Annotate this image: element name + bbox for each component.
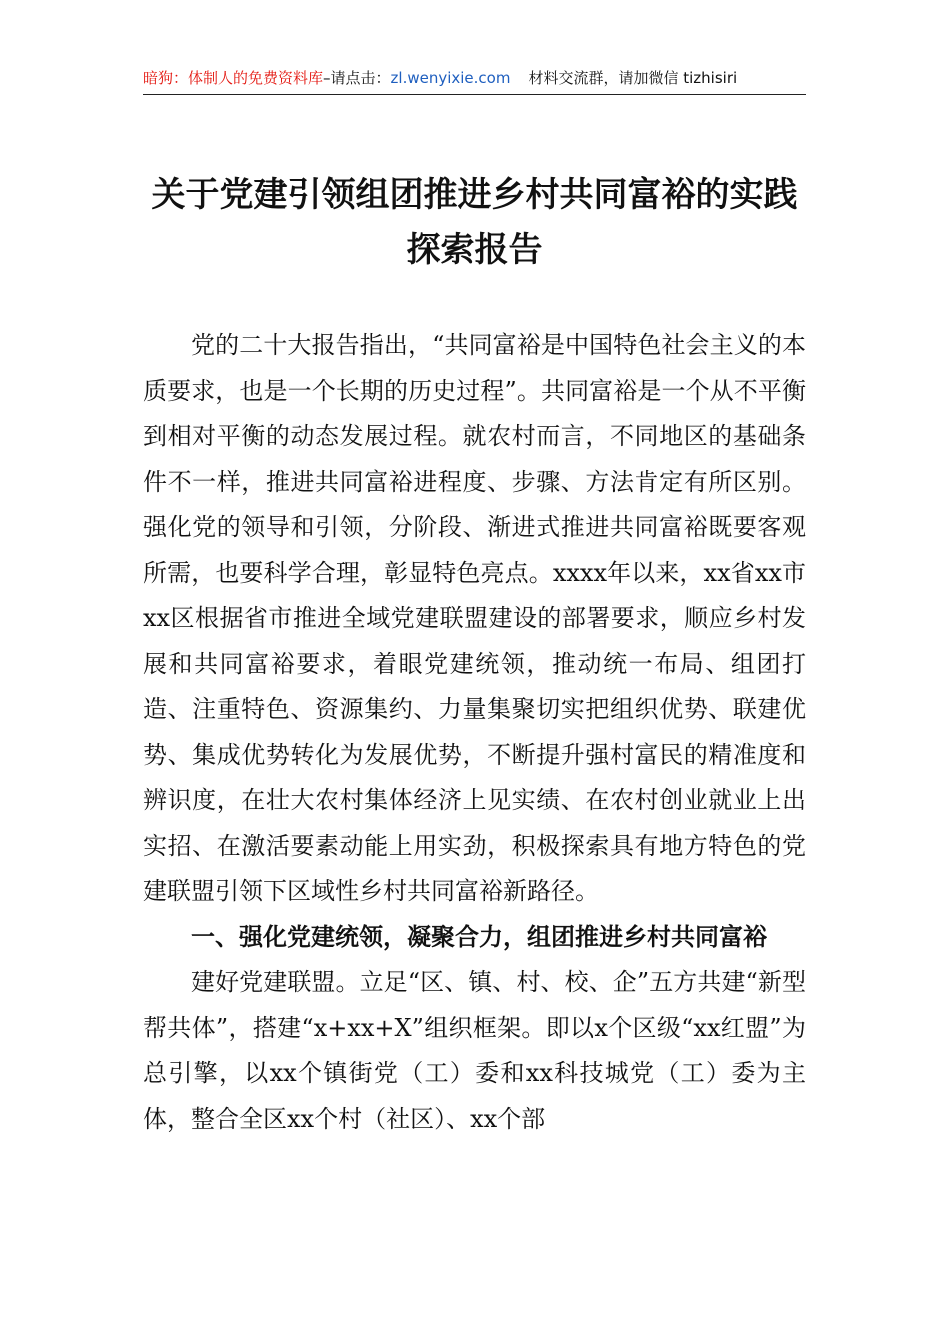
section-1-paragraph: 建好党建联盟。立足“区、镇、村、校、企”五方共建“新型帮共体”，搭建“x+xx+X”组织框架。即以x个区级“xx红盟”为总引擎，以xx个镇街党（工）委和xx科技城党（工）委为主体，整合全区xx个村（社区）、xx个部 [143,968,806,1133]
document-body [143,323,806,1142]
header-wechat-note: 材料交流群，请加微信 tizhisiri [528,69,738,87]
header-brand: 暗狗：体制人的免费资料库 [143,69,324,87]
document-title: 关于党建引领组团推进乡村共同富裕的实践探索报告 [151,175,798,270]
header-prompt: –请点击： [323,69,391,87]
section-1-heading: 一、强化党建统领，凝聚合力，组团推进乡村共同富裕 [191,922,767,951]
site-header-bar [143,62,806,95]
intro-paragraph: 党的二十大报告指出，“共同富裕是中国特色社会主义的本质要求，也是一个长期的历史过程”。共同富裕是一个从不平衡到相对平衡的动态发展过程。就农村而言，不同地区的基础条件不一样，推进共同富裕进程度、步骤、方法肯定有所区别。强化党的领导和引领，分阶段、渐进式推进共同富裕既要客观所需，也要科学合理，彰显特色亮点。xxxx年以来，xx省xx市xx区根据省市推进全域党建联盟建设的部署要求，顺应乡村发展和共同富裕要求，着眼党建统领，推动统一布局、组团打造、注重特色、资源集约、力量集聚切实把组织优势、联建优势、集成优势转化为发展优势，不断提升强村富民的精准度和辨识度，在壮大农村集体经济上见实绩、在农村创业就业上出实招、在激活要素动能上用实劲，积极探索具有地方特色的党建联盟引领下区域性乡村共同富裕新路径。 [143,331,806,905]
header-link[interactable]: zl.wenyixie.com [390,69,511,87]
